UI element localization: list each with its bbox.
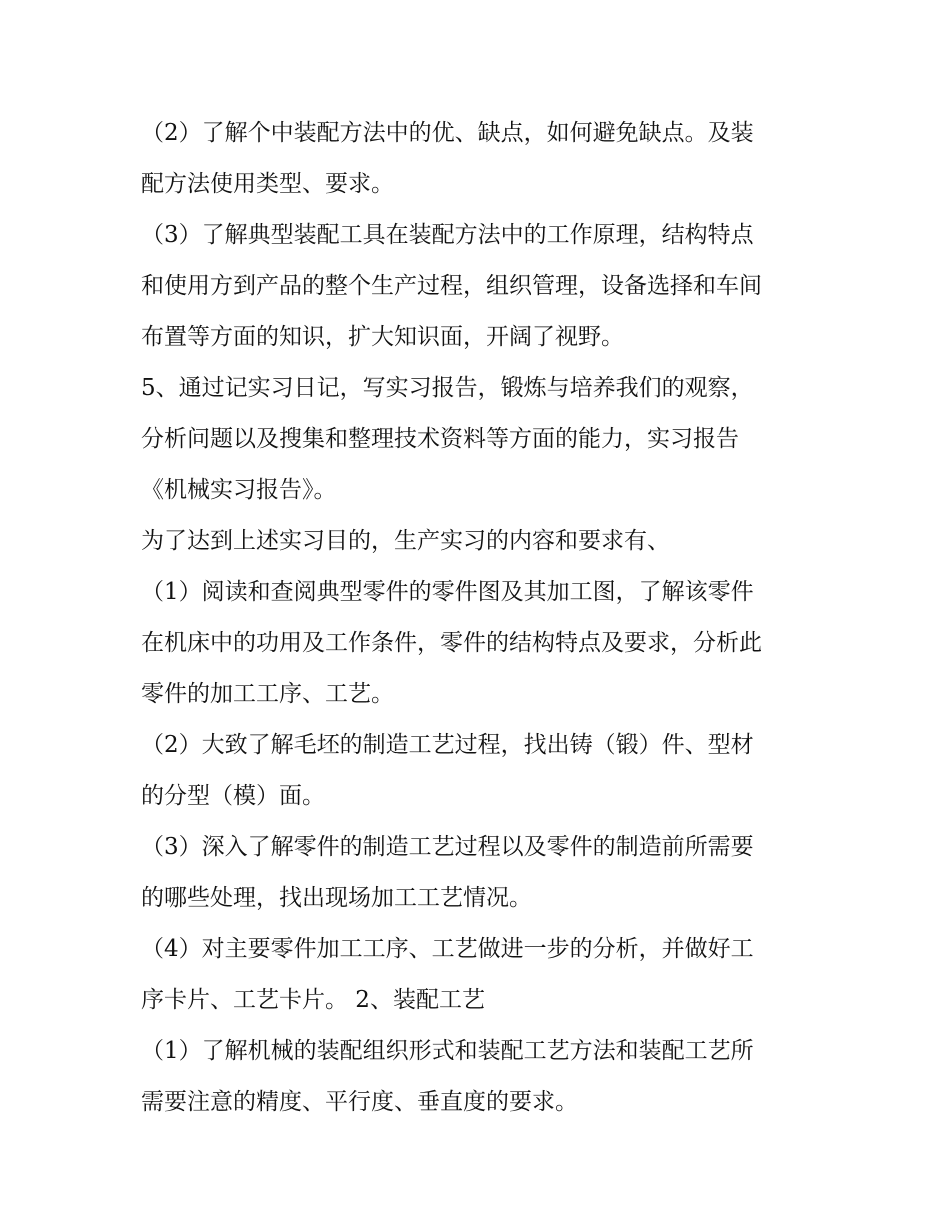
document-body [141, 108, 831, 1128]
text-line: 分析问题以及搜集和整理技术资料等方面的能力，实习报告 [141, 426, 739, 452]
text-line: 在机床中的功用及工作条件，零件的结构特点及要求，分析此 [141, 630, 762, 656]
text-line: （1）了解机械的装配组织形式和装配工艺方法和装配工艺所 [141, 1038, 754, 1064]
text-line: （4）对主要零件加工工序、工艺做进一步的分析，并做好工 [141, 936, 754, 962]
text-line: 《机械实习报告》。 [141, 477, 337, 503]
text-line: （1）阅读和查阅典型零件的零件图及其加工图，了解该零件 [141, 579, 754, 605]
text-line: 需要注意的精度、平行度、垂直度的要求。 [141, 1089, 578, 1115]
text-line: 和使用方到产品的整个生产过程，组织管理，设备选择和车间 [141, 273, 762, 299]
text-line: （3）深入了解零件的制造工艺过程以及零件的制造前所需要 [141, 834, 754, 860]
text-line: 5、通过记实习日记，写实习报告，锻炼与培养我们的观察， [141, 375, 754, 401]
text-line: 配方法使用类型、要求。 [141, 171, 394, 197]
text-line: 零件的加工工序、工艺。 [141, 681, 394, 707]
text-line: （3）了解典型装配工具在装配方法中的工作原理，结构特点 [141, 222, 754, 248]
text-line: 布置等方面的知识，扩大知识面，开阔了视野。 [141, 324, 624, 350]
text-line: 的分型（模）面。 [141, 783, 325, 809]
text-line: 为了达到上述实习目的，生产实习的内容和要求有、 [141, 528, 670, 554]
text-line: （2）大致了解毛坯的制造工艺过程，找出铸（锻）件、型材 [141, 732, 754, 758]
text-line: 序卡片、工艺卡片。 2、装配工艺 [141, 987, 485, 1013]
text-line: 的哪些处理，找出现场加工工艺情况。 [141, 885, 532, 911]
text-line: （2）了解个中装配方法中的优、缺点，如何避免缺点。及装 [141, 120, 754, 146]
